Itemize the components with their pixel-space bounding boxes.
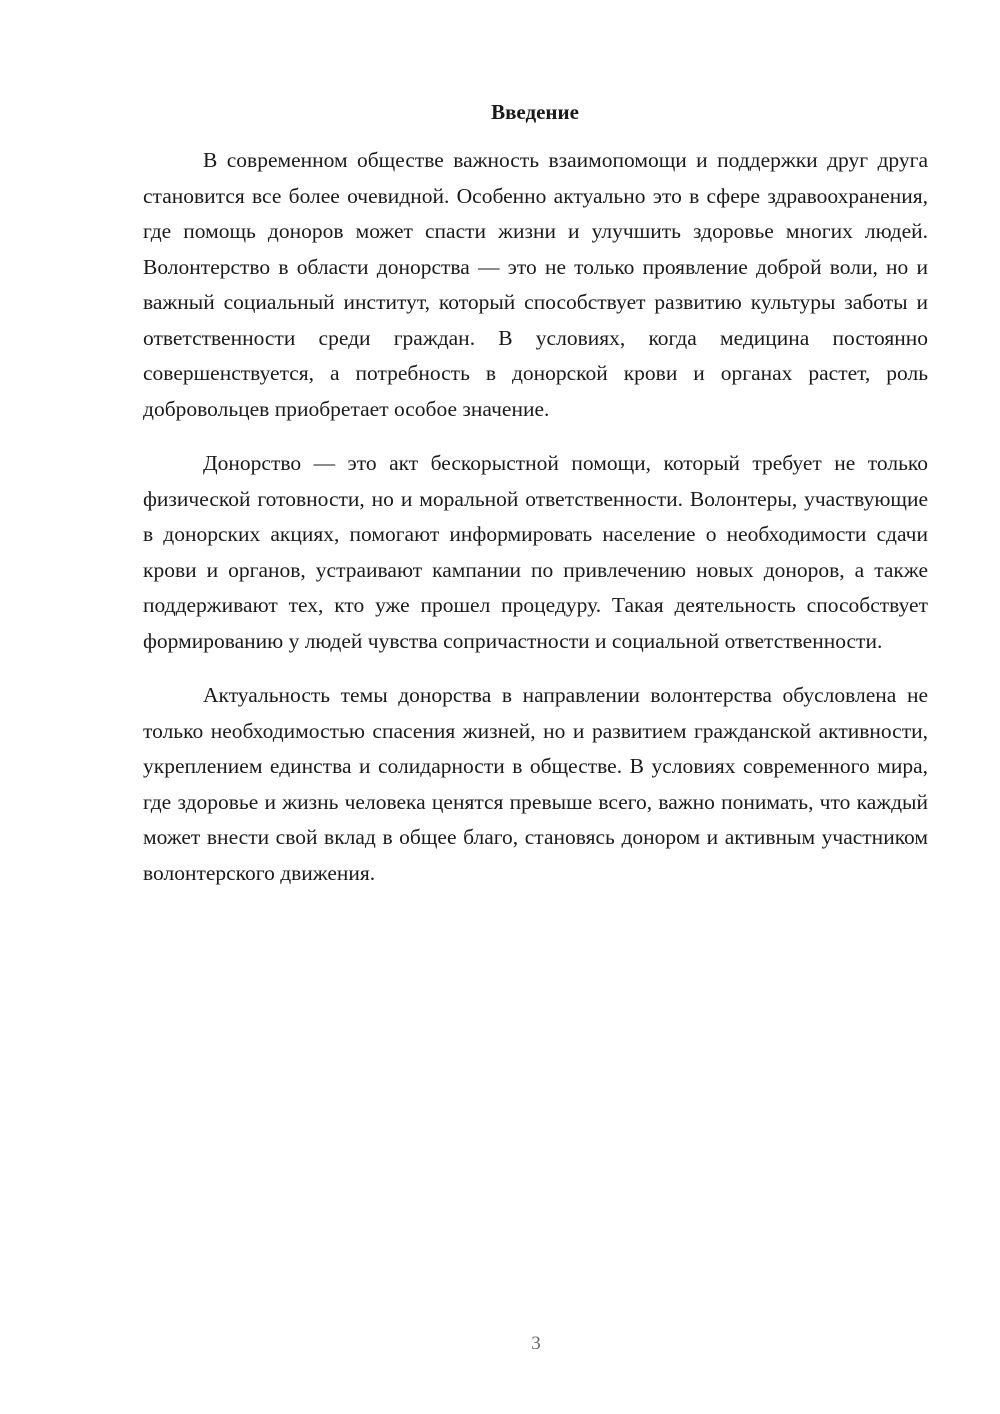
page-number: 3 <box>531 1333 541 1354</box>
section-title: Введение <box>491 100 579 124</box>
document-body <box>143 143 928 910</box>
paragraph-2: Донорство — это акт бескорыстной помощи, который требует не только физической готовности, но и моральной ответственности. Волонтеры, участвующие в донорских акциях, помогают информировать население о необходимости сдачи крови и органов, устраивают кампании по привлечению новых доноров, а также поддерживают тех, кто уже прошел процедуру. Такая деятельность способствует формированию у людей чувства сопричастности и социальной ответственности. <box>143 451 928 653</box>
paragraph-3: Актуальность темы донорства в направлении волонтерства обусловлена не только необходимостью спасения жизней, но и развитием гражданской активности, укреплением единства и солидарности в обществе. В условиях современного мира, где здоровье и жизнь человека ценятся превыше всего, важно понимать, что каждый может внести свой вклад в общее благо, становясь донором и активным участником волонтерского движения. <box>143 683 928 885</box>
paragraph-1: В современном обществе важность взаимопомощи и поддержки друг друга становится все более очевидной. Особенно актуально это в сфере здравоохранения, где помощь доноров может спасти жизни и улучшить здоровье многих людей. Волонтерство в области донорства — это не только проявление доброй воли, но и важный социальный институт, который способствует развитию культуры заботы и ответственности среди граждан. В условиях, когда медицина постоянно совершенствуется, а потребность в донорской крови и органах растет, роль добровольцев приобретает особое значение. <box>143 148 928 421</box>
